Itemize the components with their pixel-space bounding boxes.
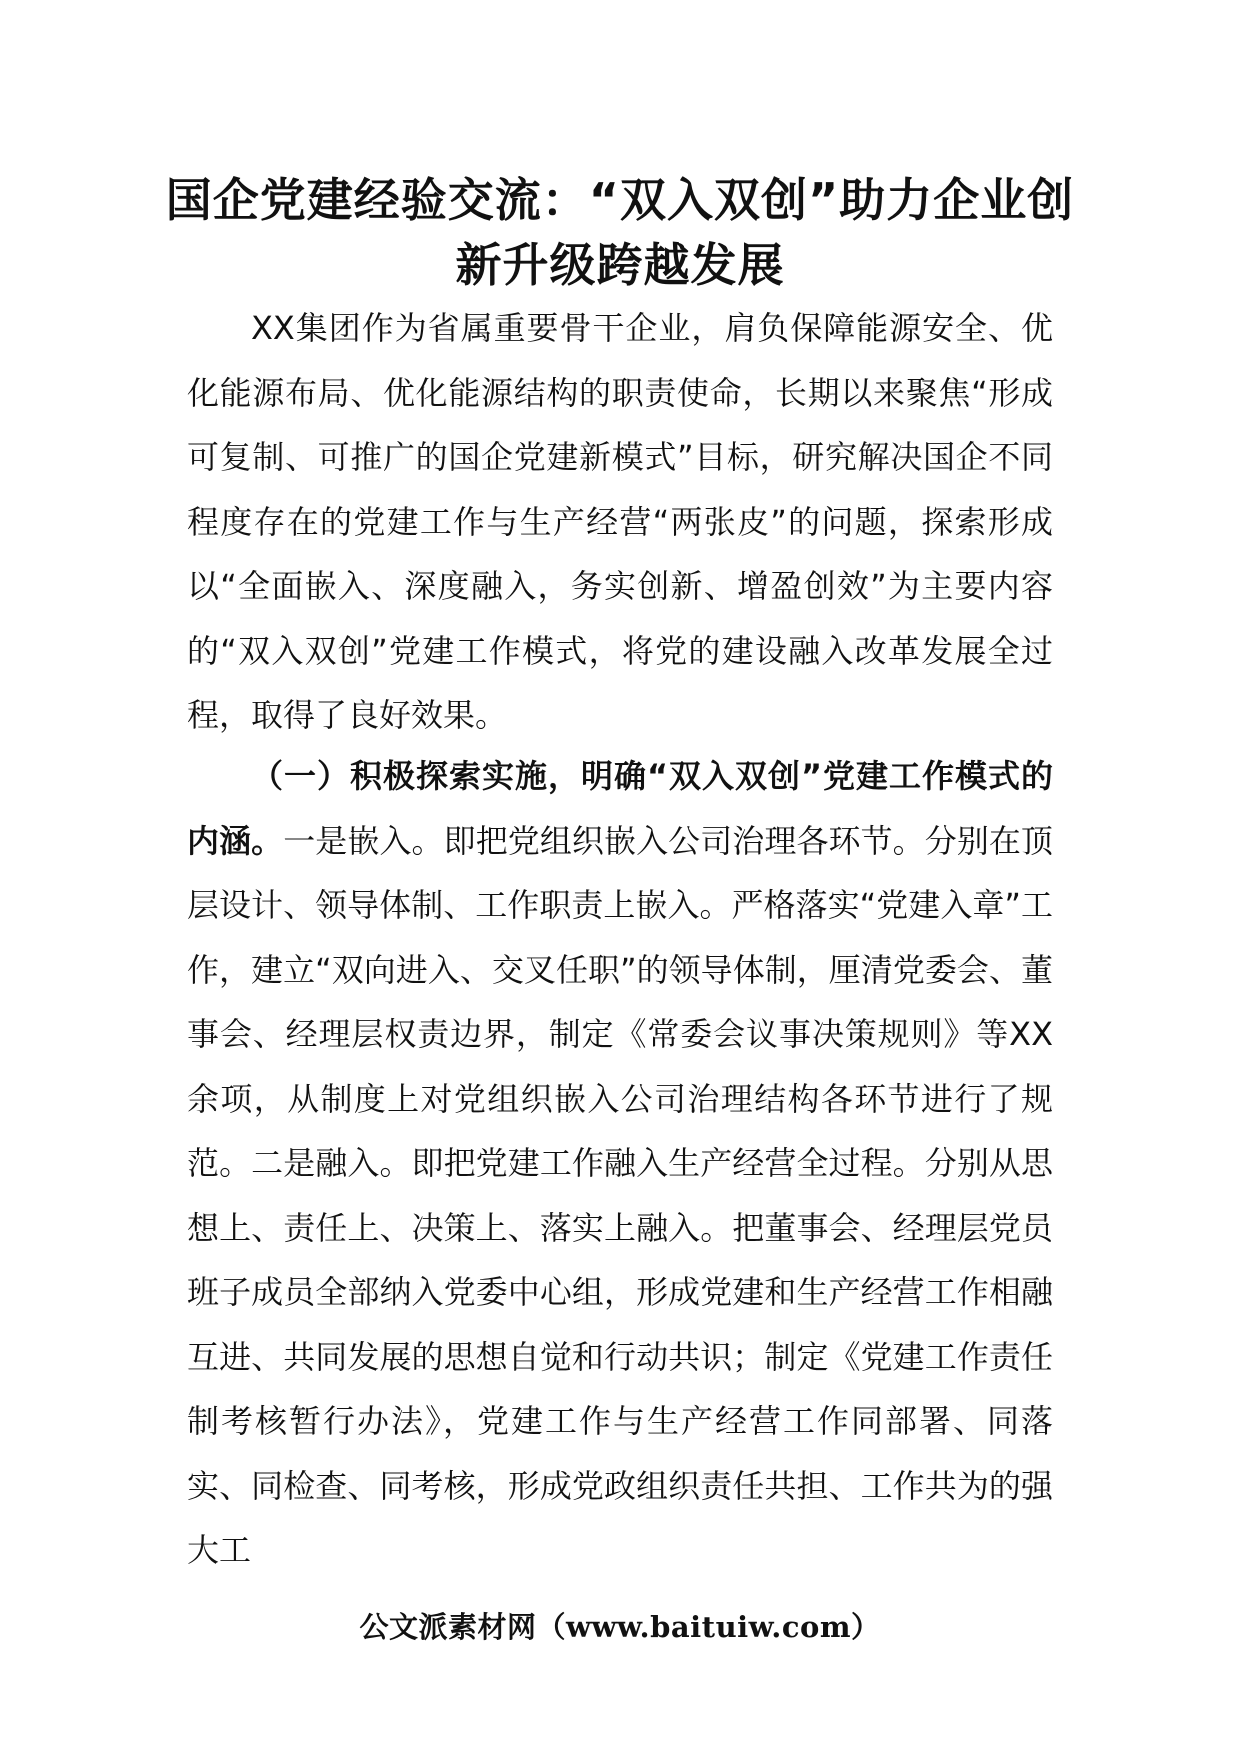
footer-watermark [0, 1607, 1240, 1648]
footer-site-name: 公文派素材网 [359, 1610, 537, 1644]
section-1-body: 一是嵌入。即把党组织嵌入公司治理各环节。分别在顶层设计、领导体制、工作职责上嵌入。严格落实“党建入章”工作，建立“双向进入、交叉任职”的领导体制，厘清党委会、董事会、经理层权责边界，制定《常委会议事决策规则》等XX余项，从制度上对党组织嵌入公司治理结构各环节进行了规范。二是融入。即把党建工作融入生产经营全过程。分别从思想上、责任上、决策上、落实上融入。把董事会、经理层党员班子成员全部纳入党委中心组，形成党建和生产经营工作相融互进、共同发展的思想自觉和行动共识；制定《党建工作责任制考核暂行办法》，党建工作与生产经营工作同部署、同落实、同检查、同考核，形成党政组织责任共担、工作共为的强大工 [187, 821, 1053, 1569]
section-1-paragraph [187, 744, 1053, 1583]
footer-site-url: （www.baituiw.com） [536, 1610, 881, 1644]
document-title: 国企党建经验交流：“双入双创”助力企业创新升级跨越发展 [165, 173, 1075, 292]
intro-paragraph: XX集团作为省属重要骨干企业，肩负保障能源安全、优化能源布局、优化能源结构的职责使命，长期以来聚焦“形成可复制、可推广的国企党建新模式”目标，研究解决国企不同程度存在的党建工作与生产经营“两张皮”的问题，探索形成以“全面嵌入、深度融入，务实创新、增盈创效”为主要内容的“双入双创”党建工作模式，将党的建设融入改革发展全过程，取得了良好效果。 [187, 309, 1053, 734]
section-1-heading: （一）积极探索实施，明确“双入双创”党建工作模式的内涵。 [187, 757, 1053, 860]
